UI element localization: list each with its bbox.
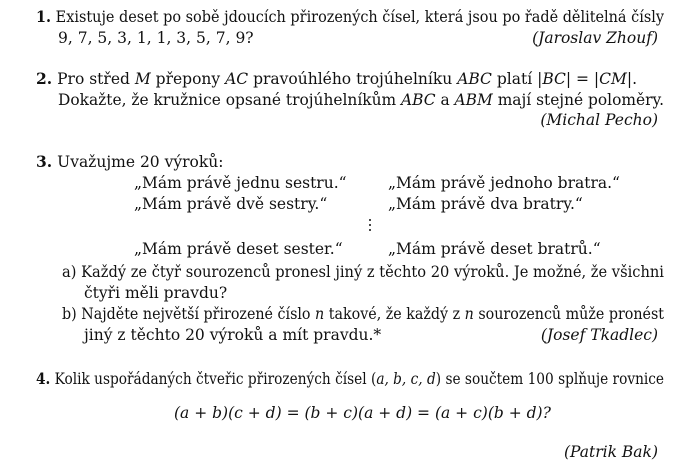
problem-2-line-1: [36, 69, 637, 89]
subproblem-b-text: takové, že každý z: [324, 305, 465, 323]
problem-3a-line-2: čtyři měli pravdu?: [84, 284, 228, 302]
problem-2-author: (Michal Pecho): [540, 111, 658, 129]
subproblem-b-text: Najděte největší přirozené číslo: [81, 305, 316, 323]
problem-3-number: 3.: [36, 152, 53, 171]
problem-2-text: pravoúhlého trojúhelníku: [248, 70, 458, 88]
math-var: n: [464, 305, 474, 323]
math-var: CM: [599, 70, 627, 88]
vertical-ellipsis-icon: [369, 219, 373, 234]
problem-4-equation: (a + b)(c + d) = (b + c)(a + d) = (a + c)(b + d)?: [174, 404, 551, 422]
problem-1-text: Existuje deset po sobě jdoucích přirozených čísel, která jsou po řadě dělitelná čísly: [55, 8, 664, 26]
problem-2-number: 2.: [36, 69, 53, 88]
problem-3-intro: Uvažujme 20 výroků:: [57, 153, 224, 171]
problem-2-text: a: [435, 91, 455, 109]
problem-1-line-2: 9, 7, 5, 3, 1, 1, 3, 5, 7, 9?: [58, 29, 254, 47]
problem-4-text: ) se součtem 100 splňuje rovnice: [435, 370, 665, 388]
problem-2-text: Dokažte, že kružnice opsané trojúhelníkům: [58, 91, 402, 109]
problem-3-line-1: [36, 152, 223, 172]
problem-1-author: (Jaroslav Zhouf): [532, 29, 658, 47]
problem-2-text: platí |: [491, 70, 543, 88]
subproblem-a-text: Každý ze čtyř sourozenců pronesl jiný z těchto 20 výroků. Je možné, že všichni: [81, 263, 664, 281]
statement-right-2: „Mám právě dva bratry.“: [388, 195, 583, 213]
problem-2-text: | = |: [565, 70, 600, 88]
problem-1-line-1: [36, 7, 664, 27]
math-var: AC: [225, 70, 249, 88]
problem-2-line-2: [58, 90, 664, 110]
subproblem-b-label: b): [62, 305, 77, 323]
problem-3b-line-2: jiný z těchto 20 výroků a mít pravdu.*: [84, 326, 382, 344]
problem-2-text: mají stejné poloměry.: [492, 91, 665, 109]
problem-3-author: (Josef Tkadlec): [540, 326, 658, 344]
problem-2-text: Pro střed: [57, 70, 135, 88]
subproblem-a-label: a): [62, 263, 77, 281]
math-var: a, b, c, d: [376, 370, 436, 388]
problem-2-text: přepony: [150, 70, 226, 88]
problem-4-text: Kolik uspořádaných čtveřic přirozených čísel (: [54, 370, 377, 388]
problem-2-text: |.: [626, 70, 638, 88]
math-var: ABC: [401, 91, 436, 109]
statement-left-3: „Mám právě deset sester.“: [134, 240, 343, 258]
subproblem-b-text: sourozenců může pronést: [473, 305, 665, 323]
math-var: ABM: [454, 91, 493, 109]
problem-4-author: (Patrik Bak): [563, 443, 658, 461]
problem-3a-line-1: [62, 262, 664, 282]
problem-1-number: 1.: [36, 7, 52, 26]
problem-3b-line-1: [62, 304, 664, 324]
statement-right-3: „Mám právě deset bratrů.“: [388, 240, 601, 258]
problem-4-number: 4.: [36, 369, 51, 388]
math-var: BC: [542, 70, 566, 88]
math-var: ABC: [457, 70, 492, 88]
statement-left-1: „Mám právě jednu sestru.“: [134, 174, 347, 192]
math-var: n: [315, 305, 325, 323]
statement-right-1: „Mám právě jednoho bratra.“: [388, 174, 620, 192]
statement-left-2: „Mám právě dvě sestry.“: [134, 195, 328, 213]
math-var: M: [134, 70, 151, 88]
problem-4-line-1: [36, 369, 664, 389]
